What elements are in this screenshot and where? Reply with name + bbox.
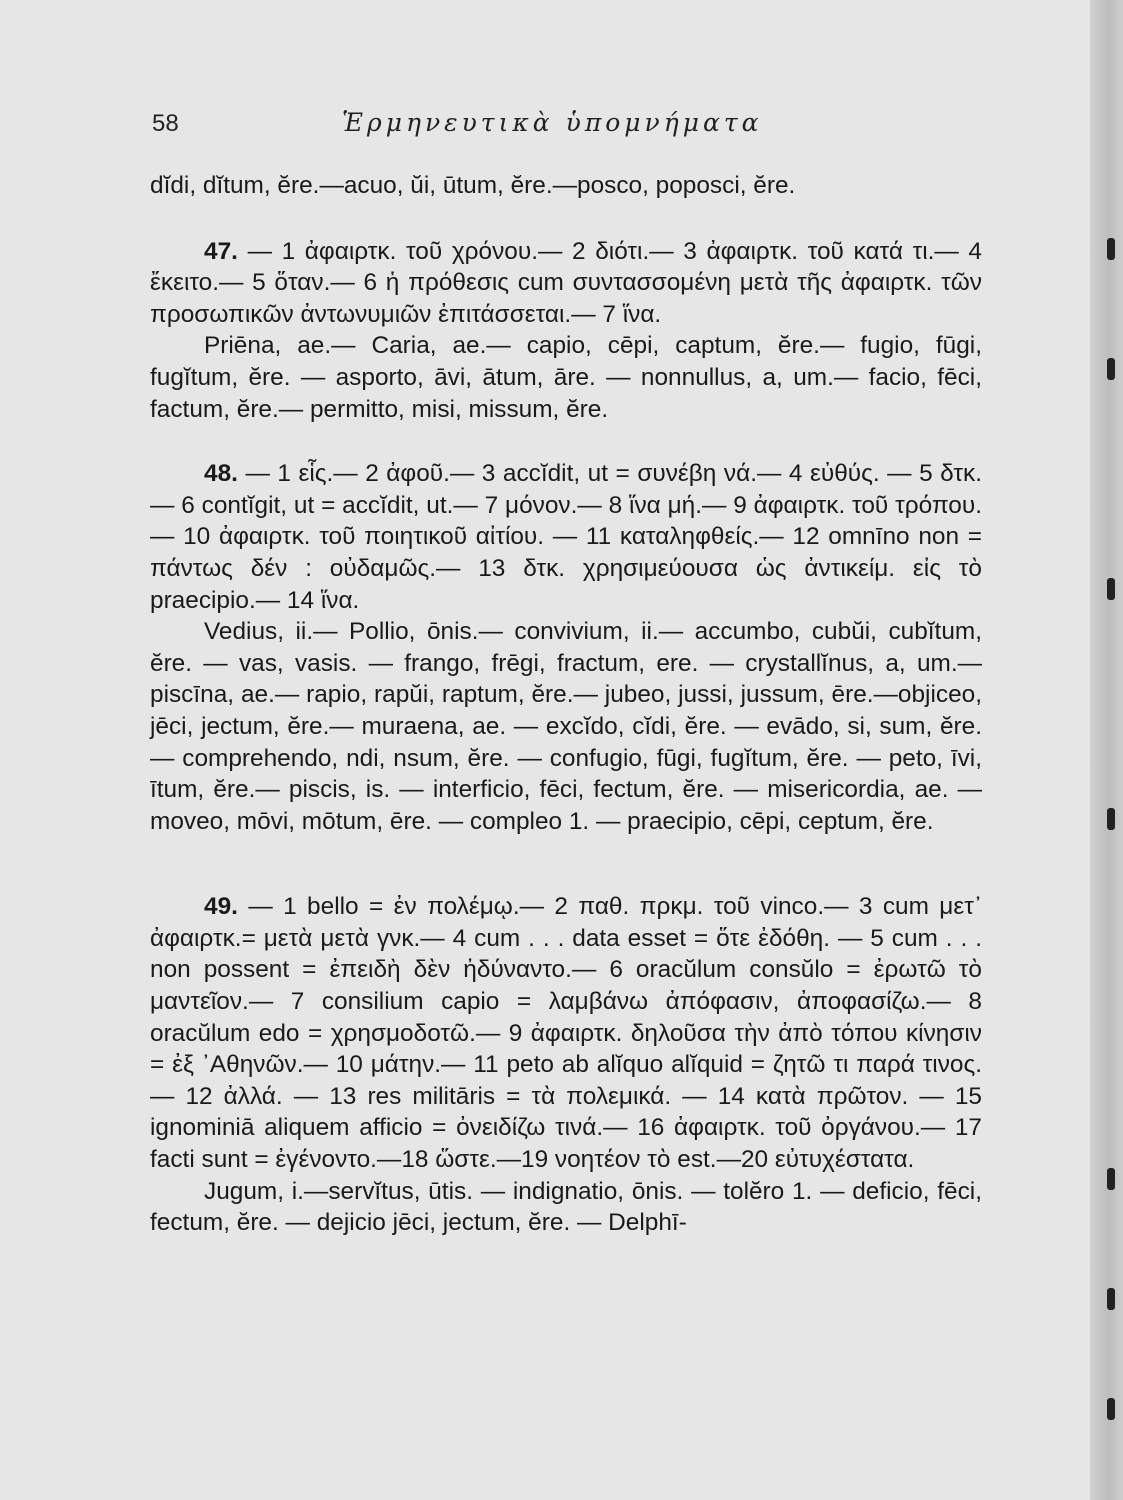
running-title: Ἑρμηνευτικὰ ὑπομνήματα [342,108,763,137]
intro-paragraph: dĭdi, dĭtum, ĕre.—acuo, ŭi, ūtum, ĕre.—posco, poposci, ĕre. [150,172,796,199]
section-49 [150,891,982,1239]
section-47 [150,236,982,426]
notes-text: — 1 εἷς.— 2 ἀφοῦ.— 3 accĭdit, ut = συνέβη νά.— 4 εὐθύς. — 5 δτκ.— 6 contĭgit, ut = accĭdit, ut.— 7 μόνον.— 8 ἵνα μή.— 9 ἀφαιρτκ. τοῦ τρόπου. — 10 ἀφαιρτκ. τοῦ ποιητικοῦ αἰτίου. — 11 καταληφθείς.— 12 omnīno non = πάντως δέν : οὐδαμῶς.— 13 δτκ. χρησιμεύουσα ὡς ἀντικείμ. εἰς τὸ praecipio.— 14 ἵνα. [150,460,982,614]
notes-text: — 1 ἀφαιρτκ. τοῦ χρόνου.— 2 διότι.— 3 ἀφαιρτκ. τοῦ κατά τι.— 4 ἔκειτο.— 5 ὅταν.— 6 ἡ πρόθεσις cum συντασσομένη μετὰ τῆς ἀφαιρτκ. τῶν προσωπικῶν ἀντωνυμιῶν ἐπιτάσσεται.— 7 ἵνα. [150,237,982,328]
binding-mark [1107,1288,1115,1310]
binding-mark [1107,808,1115,830]
binding-mark [1107,238,1115,260]
section-notes [150,458,982,616]
page-edge-strip [1090,0,1123,1500]
binding-marks [1095,0,1115,1500]
binding-mark [1107,1168,1115,1190]
notes-text: — 1 bello = ἐν πολέμῳ.— 2 παθ. πρκμ. τοῦ vinco.— 3 cum μετ᾿ ἀφαιρτκ.= μετὰ μετὰ γνκ.— 4 cum . . . data esset = ὅτε ἐδόθη. — 5 cum . . . non possent = ἐπειδὴ δὲν ἠδύναντο.— 6 oracŭlum consŭlo = ἐρωτῶ τὸ μαντεῖον.— 7 consilium capio = λαμβάνω ἀπόφασιν, ἀποφασίζω.— 8 oracŭlum edo = χρησμοδοτῶ.— 9 ἀφαιρτκ. δηλοῦσα τὴν ἀπὸ τόπου κίνησιν = ἐξ ᾿Αθηνῶν.— 10 μάτην.— 11 peto ab alĭquo alĭquid = ζητῶ τι παρά τινος. — 12 ἀλλά. — 13 res militāris = τὰ πολεμικά. — 14 κατὰ πρῶτον. — 15 ignominiā aliquem afficio = ὀνειδίζω τινά.— 16 ἀφαιρτκ. τοῦ ὀργάνου.— 17 facti sunt = ἐγένοντο.—18 ὥστε.—19 νοητέον τὸ est.—20 εὐτυχέστατα. [150,893,982,1174]
section-notes [150,891,982,1175]
binding-mark [1107,358,1115,380]
page-header [152,104,982,144]
page-number: 58 [152,110,179,137]
vocab-paragraph: Jugum, i.—servĭtus, ūtis. — indignatio, ōnis. — tolĕro 1. — deficio, fēci, fectum, ĕre. — dejicio jēci, jectum, ĕre. — Delphī- [150,1177,982,1237]
page-content [150,170,982,1239]
section-number: 47. [204,237,238,265]
vocab-paragraph: Priēna, ae.— Caria, ae.— capio, cēpi, captum, ĕre.— fugio, fūgi, fugĭtum, ĕre. — asporto, āvi, ātum, āre. — nonnullus, a, um.— facio, fēci, factum, ĕre.— permitto, misi, missum, ĕre. [150,332,982,423]
binding-mark [1107,1398,1115,1420]
section-notes [150,236,982,331]
vocab-paragraph: Vedius, ii.— Pollio, ōnis.— convivium, ii.— accumbo, cubŭi, cubĭtum, ĕre. — vas, vasis. — frango, frēgi, fractum, ere. — crystallĭnus, a, um.— piscīna, ae.— rapio, rapŭi, raptum, ĕre.— jubeo, jussi, jussum, ēre.—objiceo, jēci, jectum, ĕre.— muraena, ae. — excĭdo, cĭdi, ĕre. — evādo, si, sum, ĕre. — comprehendo, ndi, nsum, ĕre. — confugio, fūgi, fugĭtum, ĕre. — peto, īvi, ītum, ĕre.— piscis, is. — interficio, fēci, fectum, ĕre. — misericordia, ae. — moveo, mōvi, mōtum, ēre. — compleo 1. — praecipio, cēpi, ceptum, ĕre. [150,618,982,835]
section-number: 48. [204,460,238,488]
section-48 [150,458,982,837]
spacer [150,425,982,458]
binding-mark [1107,578,1115,600]
spacer [150,837,982,891]
section-number: 49. [204,893,238,921]
